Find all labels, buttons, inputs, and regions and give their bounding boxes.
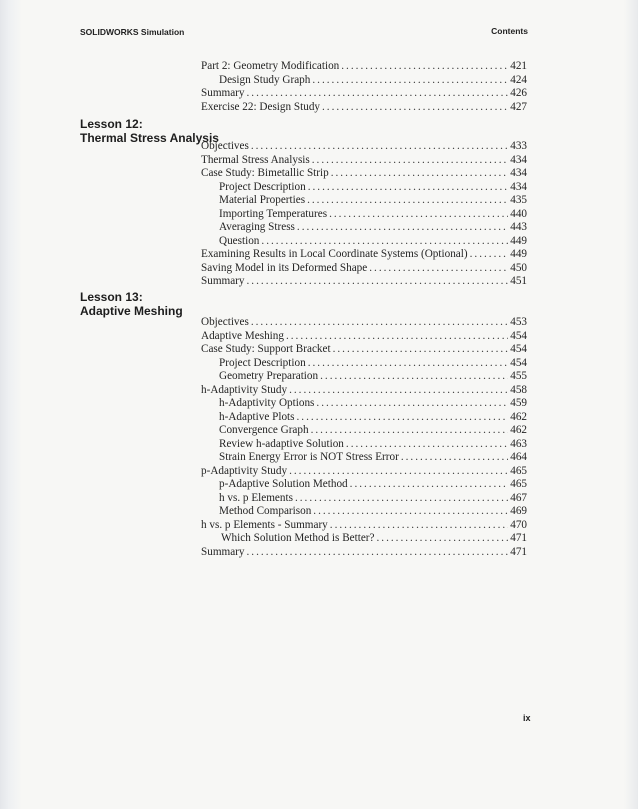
toc-entry-title: Convergence Graph: [219, 424, 309, 436]
toc-entry-page: 426: [510, 87, 527, 99]
toc-entry-page: 451: [510, 275, 527, 287]
dot-leader: [329, 208, 508, 221]
toc-entry[interactable]: [219, 492, 527, 505]
dot-leader: [251, 140, 508, 153]
toc-entry-page: 465: [510, 478, 527, 490]
toc-entry[interactable]: [219, 208, 527, 221]
toc-entry-page: 462: [510, 424, 527, 436]
toc-entry-title: h vs. p Elements - Summary: [201, 518, 328, 531]
toc-entry[interactable]: [201, 154, 527, 167]
toc-entry-title: Strain Energy Error is NOT Stress Error: [219, 451, 399, 463]
lesson-title: Thermal Stress Analysis: [80, 131, 219, 145]
toc-entry-page: 434: [510, 153, 527, 166]
toc-entry-title: h-Adaptivity Options: [219, 397, 315, 409]
scan-edge-right: [624, 0, 638, 809]
toc-entry-title: Saving Model in its Deformed Shape: [201, 261, 368, 274]
toc-entry[interactable]: [201, 330, 527, 343]
dot-leader: [331, 167, 509, 180]
toc-entry-title: Thermal Stress Analysis: [201, 153, 310, 166]
scan-edge-left: [0, 0, 22, 809]
toc-entry-page: 465: [510, 464, 527, 477]
toc-entry[interactable]: [201, 519, 527, 532]
toc-entry-title: Case Study: Bimetallic Strip: [201, 167, 329, 179]
toc-entry[interactable]: [221, 532, 527, 545]
toc-entry[interactable]: [219, 451, 527, 464]
toc-entry-page: 467: [510, 491, 527, 504]
toc-entry-page: 433: [510, 140, 527, 152]
toc-entry[interactable]: [201, 87, 527, 100]
toc-entry[interactable]: [219, 397, 527, 410]
page-folio: ix: [523, 713, 531, 723]
toc-entry-title: Averaging Stress: [219, 221, 295, 233]
toc-entry-title: Summary: [201, 275, 245, 287]
dot-leader: [289, 384, 508, 397]
toc-entry[interactable]: [219, 74, 527, 87]
toc-entry[interactable]: [219, 478, 527, 491]
dot-leader: [312, 74, 508, 87]
toc-entry[interactable]: [201, 384, 527, 397]
lesson-label: Lesson 13:: [80, 290, 143, 304]
toc-entry[interactable]: [219, 221, 527, 234]
toc-entry[interactable]: [219, 235, 527, 248]
toc-entry-title: Project Description: [219, 356, 306, 369]
toc-entry-page: 427: [510, 100, 527, 113]
toc-entry[interactable]: [201, 101, 527, 114]
toc-entry-page: 463: [510, 437, 527, 450]
toc-entry[interactable]: [201, 316, 527, 329]
dot-leader: [247, 275, 509, 288]
running-head-section: Contents: [491, 26, 528, 36]
toc-entry-page: 450: [510, 261, 527, 274]
toc-entry[interactable]: [219, 194, 527, 207]
toc-entry-title: Summary: [201, 545, 245, 558]
toc-entry-title: Exercise 22: Design Study: [201, 100, 321, 113]
toc-entry-page: 455: [510, 370, 527, 382]
dot-leader: [308, 181, 509, 194]
dot-leader: [320, 370, 508, 383]
toc-entry-title: p-Adaptive Solution Method: [219, 478, 348, 490]
toc-entry-title: Review h-adaptive Solution: [219, 437, 344, 450]
toc-entry-title: h-Adaptivity Study: [201, 383, 288, 396]
lesson-label: Lesson 12:: [80, 117, 143, 131]
lesson-13-heading: [80, 290, 183, 318]
toc-entry-page: 440: [510, 207, 527, 220]
toc-entry-page: 449: [510, 234, 527, 247]
toc-entry-page: 434: [510, 167, 527, 179]
toc-entry-title: Part 2: Geometry Modification: [201, 60, 340, 72]
toc-entry-title: Importing Temperatures: [219, 207, 328, 220]
dot-leader: [377, 532, 509, 545]
toc-entry-title: Adaptive Meshing: [201, 329, 284, 342]
toc-entry[interactable]: [219, 505, 527, 518]
toc-entry-page: 449: [510, 248, 527, 260]
running-head-title: SOLIDWORKS Simulation: [80, 27, 185, 37]
dot-leader: [247, 87, 509, 100]
toc-entry-page: 471: [510, 545, 527, 558]
toc-entry-page: 421: [510, 60, 527, 72]
dot-leader: [346, 438, 508, 451]
dot-leader: [401, 451, 508, 464]
toc-entry[interactable]: [201, 262, 527, 275]
toc-entry-page: 454: [510, 343, 527, 355]
toc-entry-page: 471: [510, 532, 527, 544]
dot-leader: [316, 397, 508, 410]
dot-leader: [261, 235, 508, 248]
toc-entry-page: 454: [510, 329, 527, 342]
toc-entry-title: Examining Results in Local Coordinate Systems (Optional): [201, 248, 468, 260]
dot-leader: [308, 357, 509, 370]
toc-entry-title: h-Adaptive Plots: [219, 410, 295, 423]
toc-entry-title: Summary: [201, 87, 245, 99]
toc-entry[interactable]: [219, 370, 527, 383]
dot-leader: [286, 330, 508, 343]
toc-entry[interactable]: [201, 465, 527, 478]
toc-entry[interactable]: [201, 546, 527, 559]
toc-entry[interactable]: [219, 411, 527, 424]
dot-leader: [330, 519, 508, 532]
dot-leader: [311, 424, 509, 437]
toc-entry-title: Material Properties: [219, 194, 306, 206]
toc-entry[interactable]: [201, 275, 527, 288]
dot-leader: [247, 546, 509, 559]
dot-leader: [369, 262, 508, 275]
dot-leader: [307, 194, 508, 207]
toc-entry[interactable]: [201, 167, 527, 180]
toc-entry-page: 458: [510, 383, 527, 396]
dot-leader: [313, 505, 508, 518]
toc-entry-page: 424: [510, 73, 527, 86]
toc-entry-page: 462: [510, 410, 527, 423]
dot-leader: [251, 316, 508, 329]
toc-entry[interactable]: [201, 343, 527, 356]
dot-leader: [470, 248, 509, 261]
toc-entry-page: 435: [510, 194, 527, 206]
toc-entry[interactable]: [201, 140, 527, 153]
dot-leader: [297, 221, 508, 234]
toc-entry-page: 464: [510, 451, 527, 463]
toc-entry[interactable]: [201, 248, 527, 261]
toc-entry-title: Method Comparison: [219, 505, 312, 517]
dot-leader: [333, 343, 509, 356]
dot-leader: [297, 411, 509, 424]
toc-entry[interactable]: [201, 60, 527, 73]
lesson-12-heading: [80, 117, 219, 145]
toc-entry[interactable]: [219, 424, 527, 437]
dot-leader: [295, 492, 508, 505]
toc-entry-title: p-Adaptivity Study: [201, 464, 288, 477]
toc-entry-title: Geometry Preparation: [219, 370, 319, 382]
toc-entry-page: 454: [510, 356, 527, 369]
toc-entry-page: 469: [510, 505, 527, 517]
toc-entry-page: 453: [510, 316, 527, 328]
toc-entry-title: h vs. p Elements: [219, 491, 293, 504]
toc-entry-title: Case Study: Support Bracket: [201, 343, 331, 355]
toc-entry-title: Objectives: [201, 140, 249, 152]
toc-entry-page: 434: [510, 180, 527, 193]
toc-entry-title: Question: [219, 234, 260, 247]
toc-entry-title: Which Solution Method is Better?: [221, 532, 375, 544]
toc-entry-page: 459: [510, 397, 527, 409]
dot-leader: [350, 478, 509, 491]
dot-leader: [289, 465, 508, 478]
dot-leader: [322, 101, 508, 114]
toc-entry-title: Objectives: [201, 316, 249, 328]
toc-entry[interactable]: [219, 357, 527, 370]
dot-leader: [312, 154, 508, 167]
toc-entry-page: 443: [510, 221, 527, 233]
lesson-title: Adaptive Meshing: [80, 304, 183, 318]
toc-entry[interactable]: [219, 438, 527, 451]
toc-entry-page: 470: [510, 518, 527, 531]
toc-entry-title: Design Study Graph: [219, 73, 311, 86]
dot-leader: [341, 60, 508, 73]
toc-entry[interactable]: [219, 181, 527, 194]
toc-entry-title: Project Description: [219, 180, 306, 193]
